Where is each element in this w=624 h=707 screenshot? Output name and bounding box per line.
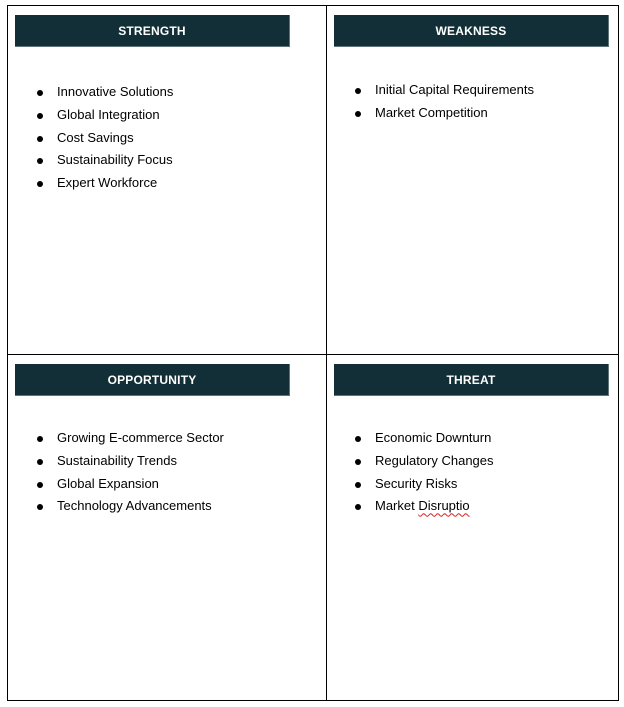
list-item[interactable]: Economic Downturn [327,428,494,451]
opportunity-header: OPPORTUNITY [15,364,290,396]
bullet-icon [37,90,43,96]
threat-list [327,428,494,519]
swot-table [7,5,619,701]
weakness-header: WEAKNESS [334,15,609,47]
threat-cell[interactable] [327,355,619,701]
list-item[interactable]: Sustainability Focus [8,150,173,173]
bullet-icon [37,113,43,119]
strength-cell[interactable] [8,6,326,354]
bullet-icon [355,111,361,117]
bullet-icon [355,88,361,94]
bullet-icon [37,436,43,442]
list-item[interactable]: Regulatory Changes [327,451,494,474]
opportunity-cell[interactable] [8,355,326,701]
bullet-icon [355,504,361,510]
strength-list [8,82,173,196]
bullet-icon [37,504,43,510]
list-item[interactable]: Initial Capital Requirements [327,80,534,103]
bullet-icon [37,136,43,142]
spellcheck-error-word[interactable]: Disruptio [418,498,470,514]
strength-header: STRENGTH [15,15,290,47]
list-item[interactable]: Global Expansion [8,474,224,497]
weakness-list [327,80,534,126]
threat-header: THREAT [334,364,609,396]
opportunity-list [8,428,224,519]
list-item[interactable]: Security Risks [327,474,494,497]
bullet-icon [37,459,43,465]
list-item[interactable]: Innovative Solutions [8,82,173,105]
list-item[interactable]: Market Competition [327,103,534,126]
bullet-icon [37,482,43,488]
list-item[interactable]: Expert Workforce [8,173,173,196]
list-item[interactable]: Global Integration [8,105,173,128]
list-item[interactable]: Growing E-commerce Sector [8,428,224,451]
bullet-icon [37,158,43,164]
bullet-icon [355,482,361,488]
list-item[interactable]: Technology Advancements [8,496,224,519]
weakness-cell[interactable] [327,6,619,354]
bullet-icon [355,459,361,465]
list-item[interactable]: Cost Savings [8,128,173,151]
bullet-icon [355,436,361,442]
list-item[interactable]: Sustainability Trends [8,451,224,474]
bullet-icon [37,181,43,187]
list-item[interactable]: Market Disruptio [327,496,494,519]
